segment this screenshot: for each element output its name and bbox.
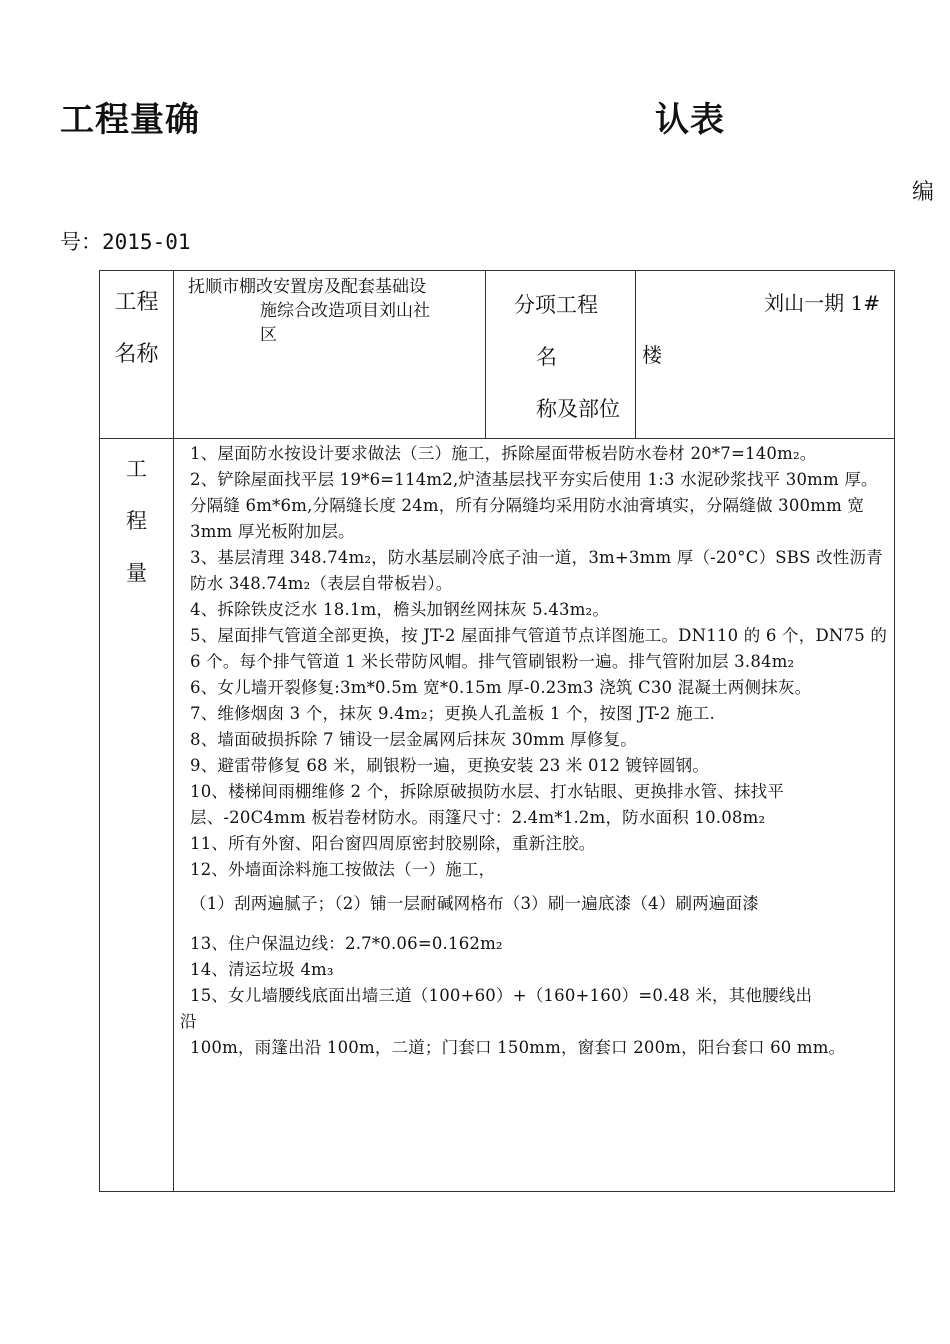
quantity-item: 6、女儿墙开裂修复:3m*0.5m 宽*0.15m 厚-0.23m3 浇筑 C30 混凝土两侧抹灰。 xyxy=(190,678,812,697)
document-title-right: 认表 xyxy=(655,100,725,140)
project-name-label-line: 工程 xyxy=(114,290,159,315)
quantity-label-cell xyxy=(100,439,174,1192)
quantity-confirmation-table xyxy=(99,270,895,1192)
table-row-header xyxy=(100,271,895,439)
project-name-value-line: 区 xyxy=(260,325,277,345)
document-title-left: 工程量确 xyxy=(60,100,200,140)
quantity-item: （1）刮两遍腻子；（2）铺一层耐碱网格布（3）刷一遍底漆（4）刷两遍面漆 xyxy=(190,894,759,913)
project-name-label-cell xyxy=(100,271,174,439)
quantity-item: 2、铲除屋面找平层 19*6=114m2,炉渣基层找平夯实后使用 1:3 水泥砂浆找平 30mm 厚。分隔缝 6m*6m,分隔缝长度 24m，所有分隔缝均采用防水油膏填实，分隔缝做 300mm 宽 3mm 厚光板附加层。 xyxy=(190,470,878,541)
serial-prefix: 编 xyxy=(912,180,935,205)
sub-project-value-cell xyxy=(636,271,895,439)
quantity-item: 13、住户保温边线：2.7*0.06=0.162m₂ xyxy=(190,934,503,953)
quantity-item: 8、墙面破损拆除 7 铺设一层金属网后抹灰 30mm 厚修复。 xyxy=(190,730,637,749)
quantity-item: 4、拆除铁皮泛水 18.1m，檐头加钢丝网抹灰 5.43m₂。 xyxy=(190,600,610,619)
quantity-label-line: 工 xyxy=(126,457,147,481)
quantity-label-line: 量 xyxy=(126,561,147,585)
quantity-item: 11、所有外窗、阳台窗四周原密封胶剔除，重新注胶。 xyxy=(190,834,596,853)
quantity-item: 14、清运垃圾 4m₃ xyxy=(190,960,334,979)
serial-value: 2015-01 xyxy=(102,230,191,254)
quantity-item: 沿 xyxy=(180,1012,197,1031)
quantity-item: 15、女儿墙腰线底面出墙三道（100+60）+（160+160）=0.48 米，其他腰线出 xyxy=(190,986,813,1005)
quantity-item: 1、屋面防水按设计要求做法（三）施工，拆除屋面带板岩防水卷材 20*7=140m₂。 xyxy=(190,444,817,463)
quantity-item: 12、外墙面涂料施工按做法（一）施工， xyxy=(190,860,496,879)
project-name-value-line: 施综合改造项目刘山社 xyxy=(260,301,430,321)
quantity-item: 7、维修烟囱 3 个，抹灰 9.4m₂；更换人孔盖板 1 个，按图 JT-2 施工. xyxy=(190,704,715,723)
project-name-label-line: 名称 xyxy=(114,342,159,367)
sub-project-value-line: 楼 xyxy=(642,343,662,367)
serial-label: 号： xyxy=(60,230,102,254)
sub-project-label-line: 名 xyxy=(536,345,557,369)
quantity-item: 5、屋面排气管道全部更换，按 JT-2 屋面排气管道节点详图施工。DN110 的 6 个，DN75 的 6 个。每个排气管道 1 米长带防风帽。排气管刷银粉一遍。排气管附加层 3.84m₂ xyxy=(190,626,888,671)
sub-project-label-cell xyxy=(486,271,636,439)
quantity-content-cell xyxy=(174,439,895,1192)
project-name-value-cell xyxy=(174,271,486,439)
quantity-item: 10、楼梯间雨棚维修 2 个，拆除原破损防水层、打水钻眼、更换排水管、抹找平层、-20C4mm 板岩卷材防水。雨篷尺寸：2.4m*1.2m，防水面积 10.08m₂ xyxy=(190,782,785,827)
serial-number-line xyxy=(60,226,191,256)
sub-project-label-line: 称及部位 xyxy=(536,397,620,421)
quantity-label-line: 程 xyxy=(126,509,147,533)
project-name-value-line: 抚顺市棚改安置房及配套基础设 xyxy=(188,277,426,297)
quantity-item: 100m，雨篷出沿 100m，二道；门套口 150mm，窗套口 200m，阳台套口 60 mm。 xyxy=(190,1038,846,1057)
sub-project-value-line: 刘山一期 1# xyxy=(764,291,880,315)
quantity-item: 3、基层清理 348.74m₂，防水基层刷冷底子油一道，3m+3mm 厚（-20°C）SBS 改性沥青防水 348.74m₂（表层自带板岩）。 xyxy=(190,548,883,593)
quantity-item: 9、避雷带修复 68 米，刷银粉一遍，更换安装 23 米 012 镀锌圆钢。 xyxy=(190,756,710,775)
table-row-quantity xyxy=(100,439,895,1192)
sub-project-label-line: 分项工程 xyxy=(514,293,598,317)
